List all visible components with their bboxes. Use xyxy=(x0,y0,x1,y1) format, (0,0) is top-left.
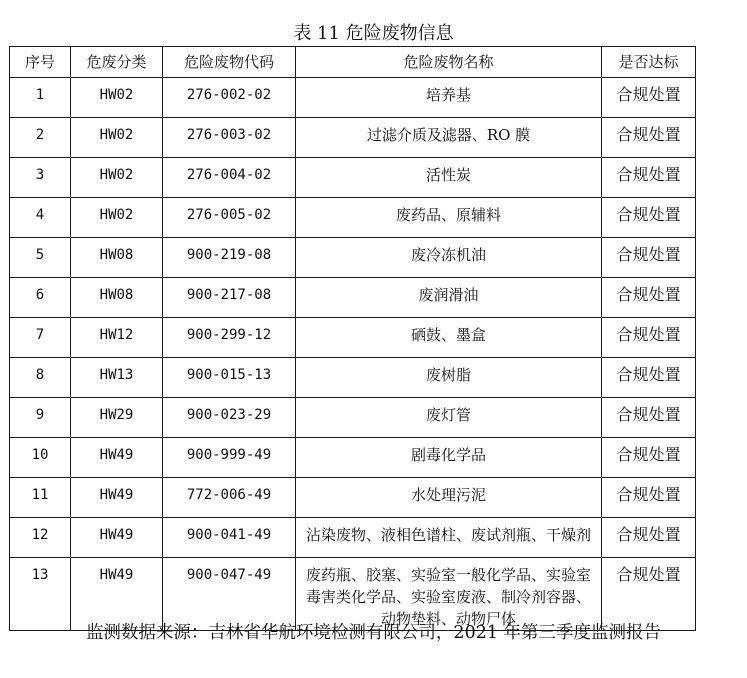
row-category: HW49 xyxy=(71,438,163,478)
row-index: 12 xyxy=(10,518,71,558)
row-code: 900-041-49 xyxy=(163,518,296,558)
row-compliance: 合规处置 xyxy=(602,238,696,278)
table-row xyxy=(10,518,696,558)
table-row xyxy=(10,78,696,118)
row-compliance: 合规处置 xyxy=(602,278,696,318)
row-name: 剧毒化学品 xyxy=(296,438,602,478)
table-row xyxy=(10,278,696,318)
row-code: 900-015-13 xyxy=(163,358,296,398)
row-name: 废润滑油 xyxy=(296,278,602,318)
row-index: 6 xyxy=(10,278,71,318)
row-name: 硒鼓、墨盒 xyxy=(296,318,602,358)
row-category: HW02 xyxy=(71,78,163,118)
row-category: HW29 xyxy=(71,398,163,438)
table-row xyxy=(10,158,696,198)
row-index: 7 xyxy=(10,318,71,358)
row-index: 10 xyxy=(10,438,71,478)
row-category: HW49 xyxy=(71,518,163,558)
table-row xyxy=(10,118,696,158)
row-index: 3 xyxy=(10,158,71,198)
row-name: 过滤介质及滤器、RO 膜 xyxy=(296,118,602,158)
row-name: 培养基 xyxy=(296,78,602,118)
row-code: 276-004-02 xyxy=(163,158,296,198)
table-row xyxy=(10,398,696,438)
header-name: 危险废物名称 xyxy=(296,47,602,78)
table-row xyxy=(10,478,696,518)
row-category: HW02 xyxy=(71,118,163,158)
row-category: HW12 xyxy=(71,318,163,358)
row-compliance: 合规处置 xyxy=(602,558,696,631)
row-index: 4 xyxy=(10,198,71,238)
row-compliance: 合规处置 xyxy=(602,518,696,558)
row-compliance: 合规处置 xyxy=(602,118,696,158)
row-name: 废灯管 xyxy=(296,398,602,438)
row-code: 900-299-12 xyxy=(163,318,296,358)
row-compliance: 合规处置 xyxy=(602,198,696,238)
table-row xyxy=(10,438,696,478)
row-compliance: 合规处置 xyxy=(602,438,696,478)
table-header-row xyxy=(10,47,696,78)
row-code: 900-047-49 xyxy=(163,558,296,631)
row-compliance: 合规处置 xyxy=(602,358,696,398)
table-row xyxy=(10,238,696,278)
row-code: 772-006-49 xyxy=(163,478,296,518)
row-compliance: 合规处置 xyxy=(602,318,696,358)
table-row xyxy=(10,358,696,398)
row-category: HW49 xyxy=(71,558,163,631)
row-category: HW49 xyxy=(71,478,163,518)
data-source-note: 监测数据来源：吉林省华航环境检测有限公司，2021 年第三季度监测报告 xyxy=(85,623,662,643)
table-caption: 表 11 危险废物信息 xyxy=(293,23,454,44)
row-code: 276-002-02 xyxy=(163,78,296,118)
row-category: HW08 xyxy=(71,238,163,278)
row-name: 废树脂 xyxy=(296,358,602,398)
row-name: 废药瓶、胶塞、实验室一般化学品、实验室毒害类化学品、实验室废液、制冷剂容器、动物垫料、动物尸体 xyxy=(296,558,602,631)
row-category: HW08 xyxy=(71,278,163,318)
row-index: 9 xyxy=(10,398,71,438)
row-index: 5 xyxy=(10,238,71,278)
row-category: HW13 xyxy=(71,358,163,398)
row-index: 2 xyxy=(10,118,71,158)
hazardous-waste-table xyxy=(9,46,696,631)
row-category: HW02 xyxy=(71,158,163,198)
table-row xyxy=(10,558,696,631)
row-compliance: 合规处置 xyxy=(602,158,696,198)
header-code: 危险废物代码 xyxy=(163,47,296,78)
row-index: 1 xyxy=(10,78,71,118)
row-name: 沾染废物、液相色谱柱、废试剂瓶、干燥剂 xyxy=(296,518,602,558)
row-category: HW02 xyxy=(71,198,163,238)
row-compliance: 合规处置 xyxy=(602,78,696,118)
row-compliance: 合规处置 xyxy=(602,478,696,518)
header-index: 序号 xyxy=(10,47,71,78)
row-code: 900-217-08 xyxy=(163,278,296,318)
row-code: 900-219-08 xyxy=(163,238,296,278)
row-code: 900-999-49 xyxy=(163,438,296,478)
table-row xyxy=(10,318,696,358)
row-code: 276-005-02 xyxy=(163,198,296,238)
header-category: 危废分类 xyxy=(71,47,163,78)
header-compliance: 是否达标 xyxy=(602,47,696,78)
row-index: 11 xyxy=(10,478,71,518)
row-name: 活性炭 xyxy=(296,158,602,198)
row-code: 900-023-29 xyxy=(163,398,296,438)
row-name: 废药品、原辅料 xyxy=(296,198,602,238)
row-index: 8 xyxy=(10,358,71,398)
row-name: 水处理污泥 xyxy=(296,478,602,518)
row-name: 废冷冻机油 xyxy=(296,238,602,278)
row-compliance: 合规处置 xyxy=(602,398,696,438)
row-index: 13 xyxy=(10,558,71,631)
table-row xyxy=(10,198,696,238)
row-code: 276-003-02 xyxy=(163,118,296,158)
